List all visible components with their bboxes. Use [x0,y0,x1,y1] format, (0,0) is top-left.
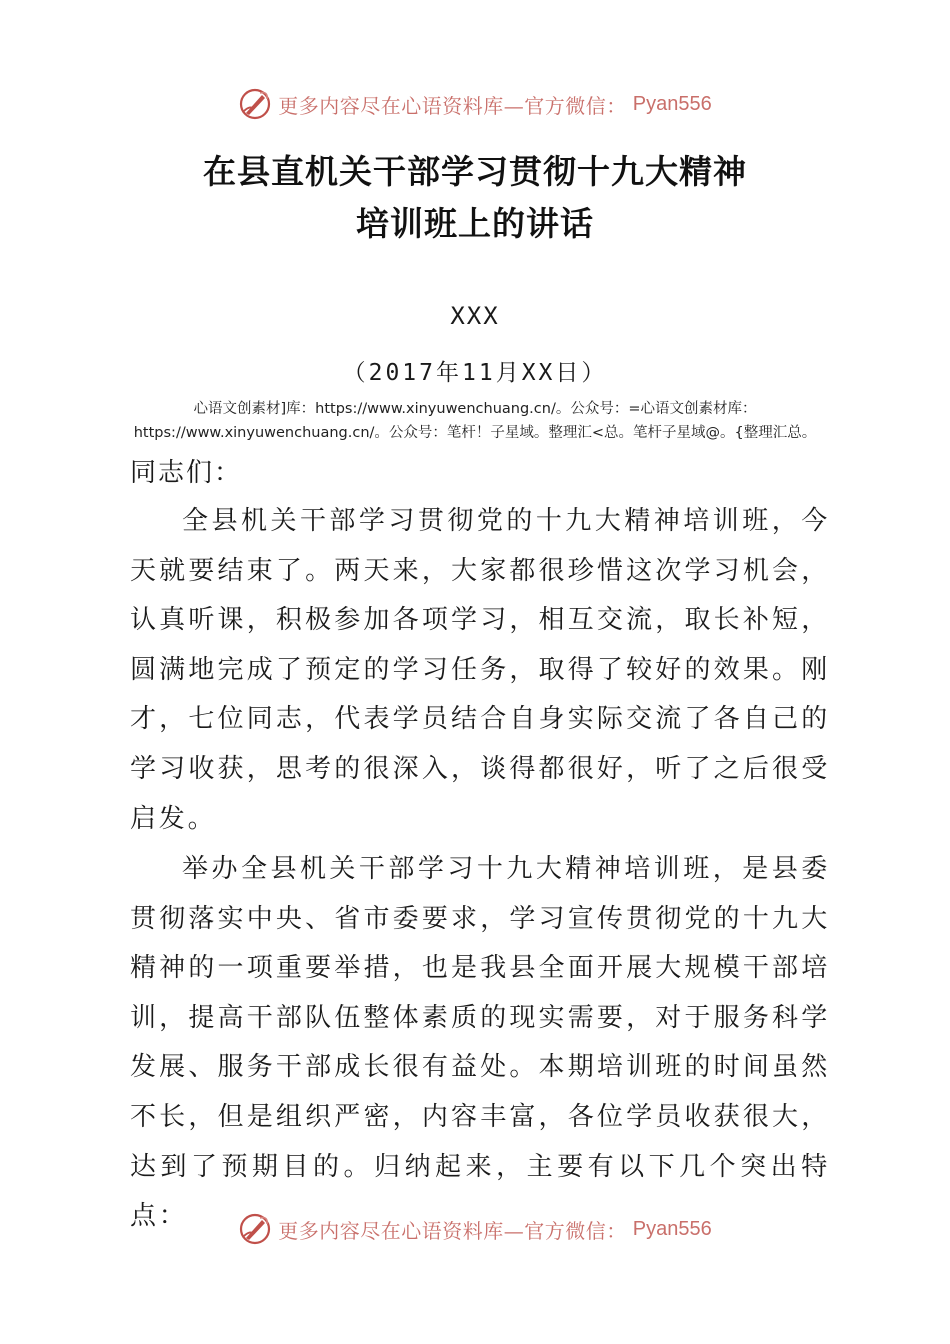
footer-banner [0,1209,950,1249]
banner-wechat-id: Pyan556 [632,92,712,115]
quill-pen-logo-icon [238,87,272,121]
banner-wechat-id: Pyan556 [632,1217,712,1240]
speech-date: （2017年11月XX日） [342,360,608,386]
banner-text: 更多内容尽在心语资料库—官方微信： [278,1218,627,1243]
body-paragraph: 举办全县机关干部学习十九大精神培训班，是县委贯彻落实中央、省市委要求，学习宣传贯彻党的十九大精神的一项重要举措，也是我县全面开展大规模干部培训，提高干部队伍整体素质的现实需要，对于服务科学发展、服务干部成长很有益处。本期培训班的时间虽然不长，但是组织严密，内容丰富，各位学员收获很大，达到了预期目的。归纳起来，主要有以下几个突出特点： [130,854,830,1232]
banner-text: 更多内容尽在心语资料库—官方微信： [278,93,627,118]
source-note: 心语文创素材]库：https://www.xinyuwenchuang.cn/。公众号：=心语文创素材库：https://www.xinyuwenchuang.cn/。公众号：笔杆！子星域。整理汇<总。笔杆子星域@。{整理汇总。 [133,401,817,441]
greeting: 同志们： [130,458,243,488]
author-name: XXX [450,302,500,330]
quill-pen-logo-icon [238,1212,272,1246]
body-paragraph: 全县机关干部学习贯彻党的十九大精神培训班，今天就要结束了。两天来，大家都很珍惜这次学习机会，认真听课，积极参加各项学习，相互交流，取长补短，圆满地完成了预定的学习任务，取得了较好的效果。刚才，七位同志，代表学员结合自身实际交流了各自己的学习收获，思考的很深入，谈得都很好，听了之后很受启发。 [130,506,830,834]
document-title-line-2: 培训班上的讲话 [356,204,594,243]
header-banner [0,84,950,124]
document-title-line-1: 在县直机关干部学习贯彻十九大精神 [203,152,747,191]
